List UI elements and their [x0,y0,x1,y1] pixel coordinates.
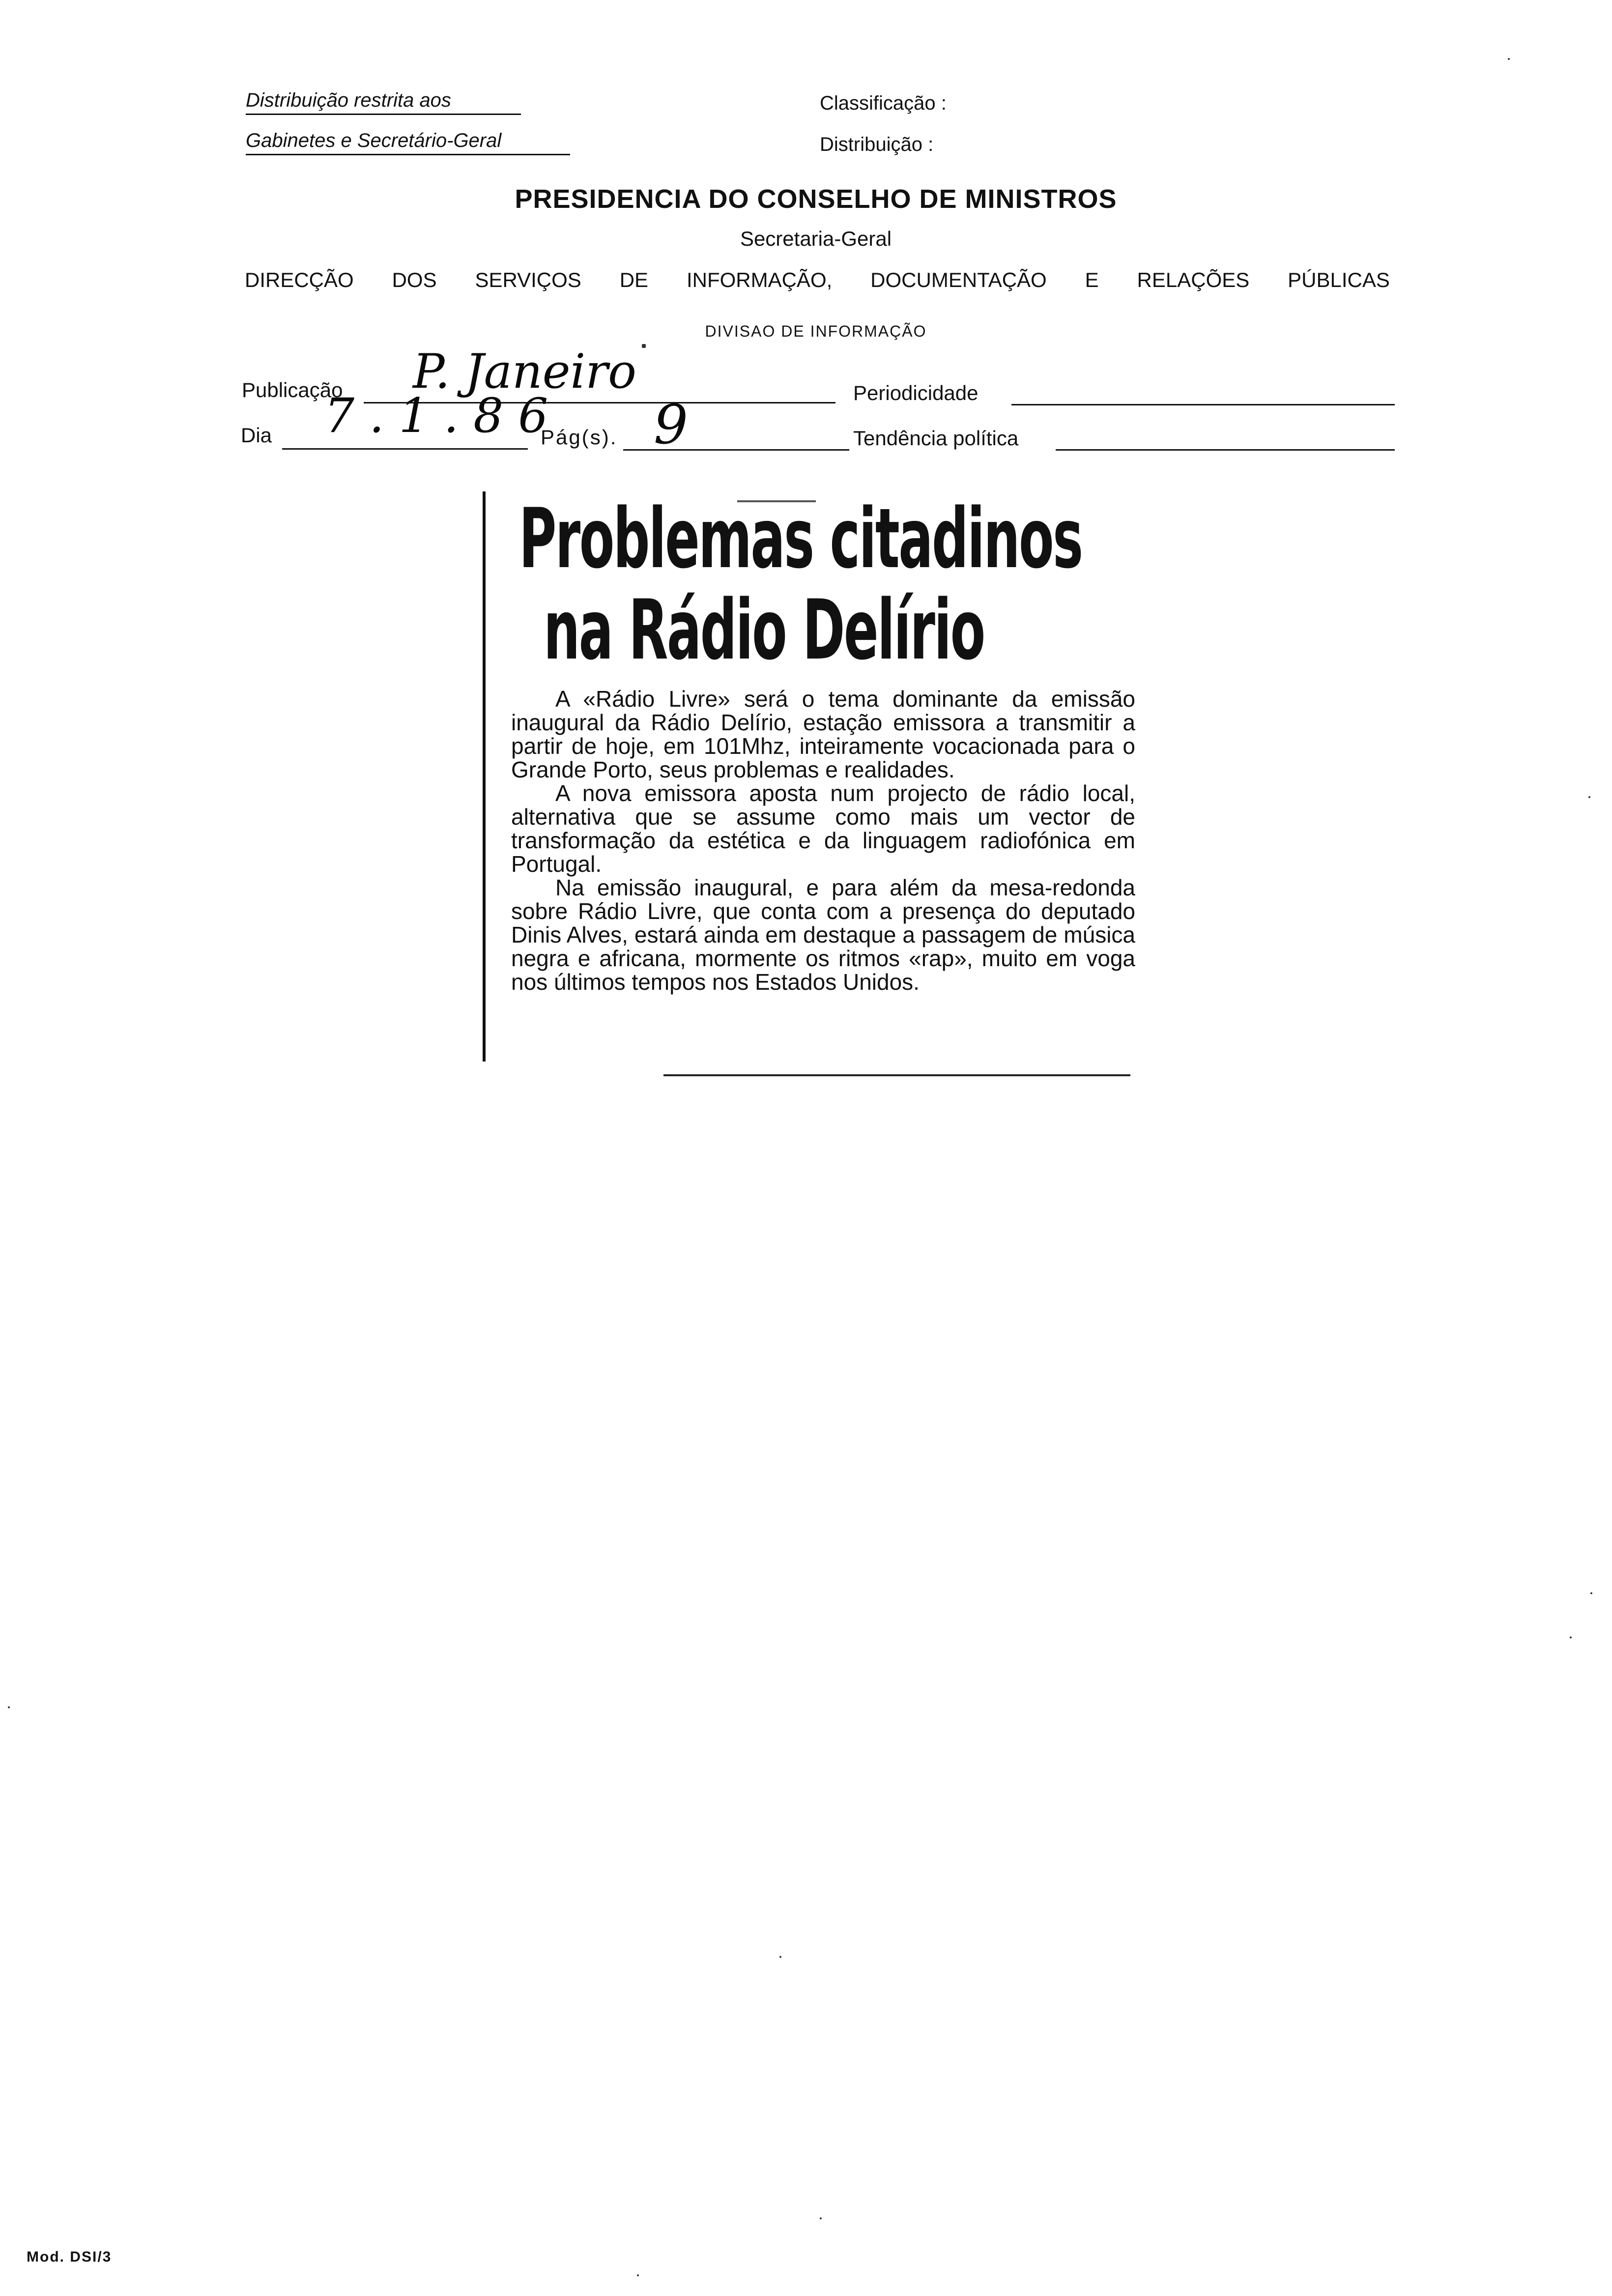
directorate-word: DOCUMENTAÇÃO [870,268,1047,291]
publicacao-handwritten-value: P. Janeiro [413,344,636,399]
institution-title: PRESIDENCIA DO CONSELHO DE MINISTROS [515,184,1117,214]
publicacao-label: Publicação [242,378,343,402]
division-title: DIVISAO DE INFORMAÇÃO [705,322,927,340]
classificacao-label: Classificação : [820,92,947,114]
article-paragraph: Na emissão inaugural, e para além da mesa-redonda sobre Rádio Livre, que conta com a presença do deputado Dinis Alves, estará ainda em destaque a passagem de música negra e africana, mormente os ritmos «rap», muito em voga nos últimos tempos nos Estados Unidos. [511,875,1135,995]
pags-label: Pág(s). [541,426,618,449]
distribution-note-line1: Distribuição restrita aos [246,89,521,115]
article-headline-line2: na Rádio Delírio [544,582,984,678]
directorate-word: DE [619,268,649,291]
dia-underline [282,448,528,450]
clipping-bottom-edge [663,1074,1130,1076]
tendencia-label: Tendência política [853,427,1019,450]
dia-handwritten-value: 7.1.86 [324,388,563,443]
secretariat-title: Secretaria-Geral [740,227,892,250]
form-code: Mod. DSI/3 [27,2249,112,2265]
article-paragraph: A «Rádio Livre» será o tema dominante da emissão inaugural da Rádio Delírio, estação emissora a transmitir a partir de hoje, em 101Mhz, inteiramente vocacionada para o Grande Porto, seus problemas e realidades. [511,686,1135,782]
periodicidade-label: Periodicidade [853,381,979,404]
tendencia-underline [1056,449,1395,451]
directorate-word: PÚBLICAS [1288,268,1390,291]
article-headline-line1: Problemas citadinos [519,490,1082,587]
clipping-left-edge [483,491,486,1062]
directorate-word: DIRECÇÃO [245,268,354,291]
directorate-line [245,268,1390,292]
distribuicao-label: Distribuição : [820,134,934,155]
distribution-note-line2: Gabinetes e Secretário-Geral [246,130,570,155]
pags-handwritten-value: 9 [654,393,688,456]
article-body [511,687,1135,994]
directorate-word: SERVIÇOS [475,268,581,291]
directorate-word: RELAÇÕES [1137,268,1250,291]
directorate-word: DOS [392,268,437,291]
dia-label: Dia [241,424,272,447]
directorate-word: E [1085,268,1099,291]
directorate-word: INFORMAÇÃO, [686,268,833,291]
article-paragraph: A nova emissora aposta num projecto de rádio local, alternativa que se assume como mais um vector de transformação da estética e da linguagem radiofónica em Portugal. [511,780,1135,877]
periodicidade-underline [1011,404,1395,405]
